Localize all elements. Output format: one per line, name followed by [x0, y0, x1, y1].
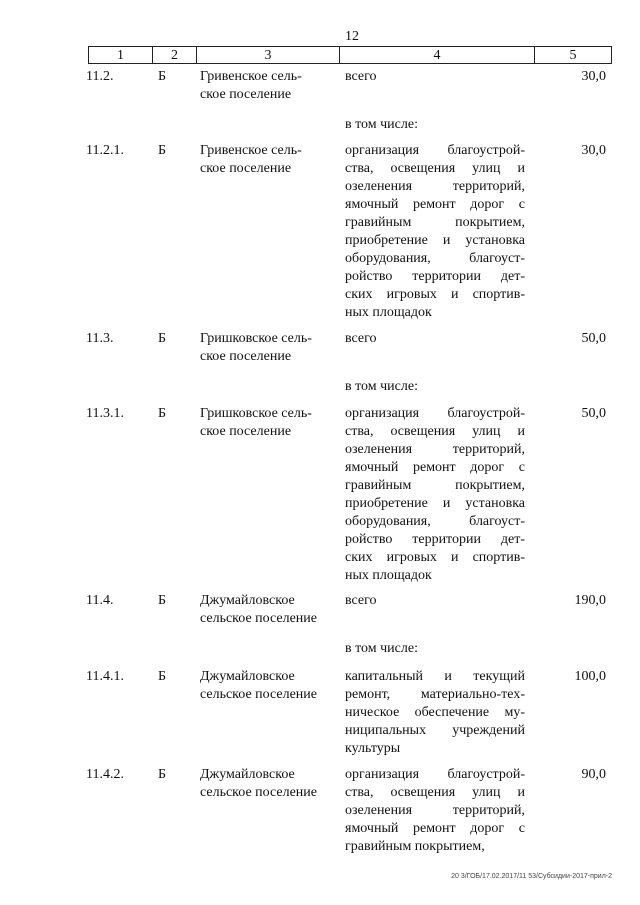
row-name: Гришковское сель- ское поселение	[200, 331, 312, 364]
purpose-line: ных площадок	[345, 305, 432, 320]
purpose-line: ниципальных учреждений	[345, 723, 525, 738]
row-code: 11.3.1.	[86, 406, 124, 421]
purpose-line: ническое обеспечение му-	[345, 705, 525, 720]
row-purpose	[345, 766, 525, 856]
purpose-line: ройство территории дет-	[345, 269, 525, 284]
purpose-line: ских игровых и спортив-	[345, 287, 525, 302]
purpose-line: всего	[345, 331, 377, 346]
row-amount: 50,0	[581, 406, 606, 421]
purpose-line: организация благоустрой-	[345, 767, 525, 782]
footer-stamp: 20 3/ГОБ/17.02.2017/11 53/Субсидии-2017-прил-2	[451, 873, 612, 880]
row-purpose	[345, 142, 525, 322]
purpose-line: гравийным покрытием,	[345, 215, 525, 230]
row-type: Б	[158, 69, 167, 84]
row-type: Б	[158, 331, 167, 346]
row-code: 11.4.2.	[86, 767, 124, 782]
row-code: 11.3.	[86, 331, 114, 346]
row-purpose	[345, 405, 525, 585]
purpose-line: всего	[345, 593, 377, 608]
purpose-line: приобретение и установка	[345, 496, 525, 511]
header-col-2: 2	[152, 46, 196, 64]
row-purpose	[345, 68, 525, 86]
page-number: 12	[345, 29, 359, 44]
purpose-line: ремонт, материально-тех-	[345, 687, 525, 702]
row-amount: 50,0	[581, 331, 606, 346]
row-type: Б	[158, 593, 167, 608]
row-amount: 30,0	[581, 69, 606, 84]
purpose-line: культуры	[345, 741, 401, 756]
row-code: 11.4.	[86, 593, 114, 608]
row-name: Джумайловское сельское поселение	[200, 593, 317, 626]
subtotal-label: в том числе:	[345, 641, 418, 656]
purpose-line: озеленения территорий,	[345, 442, 525, 457]
header-col-3: 3	[196, 46, 339, 64]
row-code: 11.2.1.	[86, 143, 124, 158]
purpose-line: капитальный и текущий	[345, 669, 525, 684]
purpose-line: ства, освещения улиц и	[345, 161, 525, 176]
purpose-line: ства, освещения улиц и	[345, 785, 525, 800]
purpose-line: ских игровых и спортив-	[345, 550, 525, 565]
row-amount: 100,0	[574, 669, 606, 684]
purpose-line: ямочный ремонт дорог с	[345, 197, 525, 212]
row-purpose	[345, 668, 525, 758]
header-col-4: 4	[339, 46, 534, 64]
row-type: Б	[158, 669, 167, 684]
purpose-line: гравийным покрытием,	[345, 839, 485, 854]
purpose-line: организация благоустрой-	[345, 406, 525, 421]
purpose-line: ямочный ремонт дорог с	[345, 821, 525, 836]
row-name: Гривенское сель- ское поселение	[200, 143, 302, 176]
purpose-line: всего	[345, 69, 377, 84]
purpose-line: ройство территории дет-	[345, 532, 525, 547]
row-name: Гривенское сель- ское поселение	[200, 69, 302, 102]
row-purpose	[345, 330, 525, 348]
row-type: Б	[158, 406, 167, 421]
row-name: Джумайловское сельское поселение	[200, 767, 317, 800]
purpose-line: ямочный ремонт дорог с	[345, 460, 525, 475]
purpose-line: оборудования, благоуст-	[345, 514, 525, 529]
header-col-1: 1	[88, 46, 152, 64]
row-amount: 190,0	[574, 593, 606, 608]
purpose-line: приобретение и установка	[345, 233, 525, 248]
subtotal-label: в том числе:	[345, 117, 418, 132]
subtotal-label: в том числе:	[345, 379, 418, 394]
purpose-line: организация благоустрой-	[345, 143, 525, 158]
header-col-5: 5	[534, 46, 612, 64]
row-purpose	[345, 592, 525, 610]
purpose-line: озеленения территорий,	[345, 179, 525, 194]
purpose-line: гравийным покрытием,	[345, 478, 525, 493]
row-amount: 90,0	[581, 767, 606, 782]
purpose-line: озеленения территорий,	[345, 803, 525, 818]
row-code: 11.2.	[86, 69, 114, 84]
row-name: Джумайловское сельское поселение	[200, 669, 317, 702]
purpose-line: ства, освещения улиц и	[345, 424, 525, 439]
row-type: Б	[158, 143, 167, 158]
purpose-line: оборудования, благоуст-	[345, 251, 525, 266]
row-name: Гришковское сель- ское поселение	[200, 406, 312, 439]
purpose-line: ных площадок	[345, 568, 432, 583]
row-type: Б	[158, 767, 167, 782]
row-code: 11.4.1.	[86, 669, 124, 684]
row-amount: 30,0	[581, 143, 606, 158]
